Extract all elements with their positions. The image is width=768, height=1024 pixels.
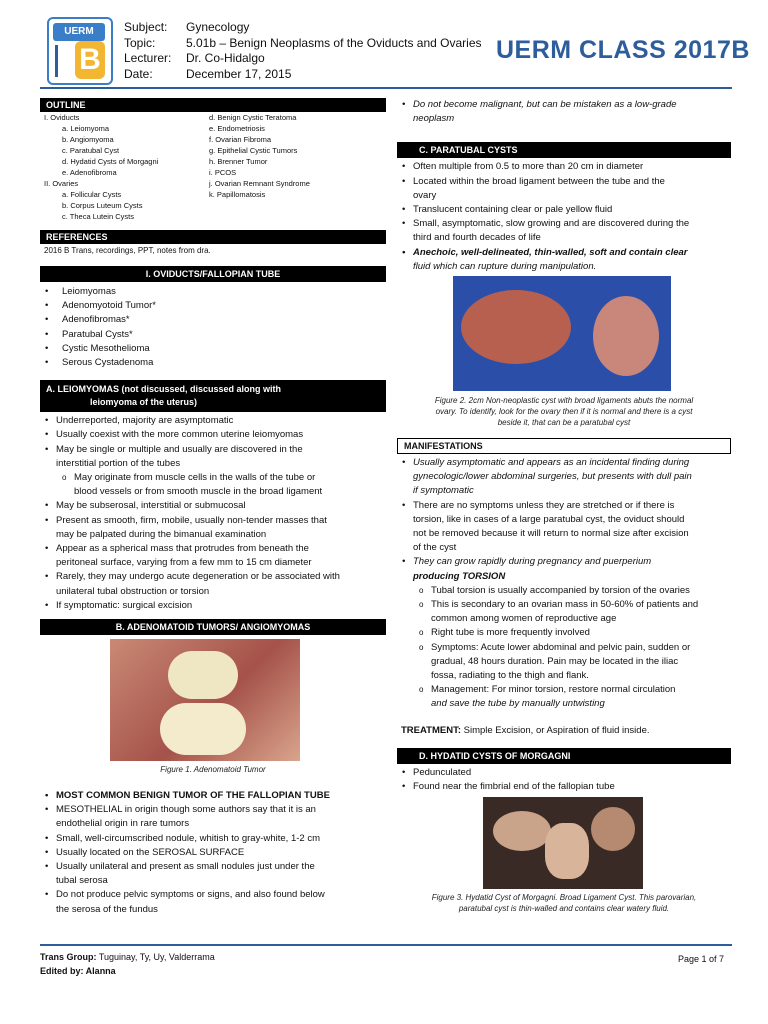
header-divider [40, 87, 732, 89]
list-item: • Present as smooth, firm, mobile, usually non-tender masses that [40, 514, 386, 528]
list-item: • If symptomatic: surgical excision [40, 599, 386, 613]
list-item: • Adenofibromas* [40, 313, 386, 327]
list-item-cont: gynecologic/lower abdominal surgeries, but presents with dull pain [413, 471, 692, 483]
outline-item: d. Benign Cystic Teratoma [209, 113, 297, 122]
list-item: o Right tube is more frequently involved [397, 626, 731, 640]
list-item: • Rarely, they may undergo acute degeneration or be associated with [40, 570, 386, 584]
list-item-cont: interstitial portion of the tubes [56, 457, 181, 469]
list-item-cont: may be palpated during the bimanual examination [56, 528, 267, 540]
outline-item: II. Ovaries [44, 179, 79, 188]
list-item-cont: fossa, radiating to the thigh and flank. [431, 670, 589, 682]
list-item: o Tubal torsion is usually accompanied by torsion of the ovaries [397, 584, 731, 598]
figure-3-caption: Figure 3. Hydatid Cyst of Morgagni. Broad Ligament Cyst. This parovarian, paratubal cyst is thin-walled and contains clear watery fluid. [431, 893, 697, 914]
outline-item: e. Endometriosis [209, 124, 265, 133]
list-item: • Appear as a spherical mass that protrudes from beneath the [40, 542, 386, 556]
tumor-shape [160, 703, 246, 755]
header-lecturer: Lecturer: Dr. Co-Hidalgo [124, 51, 265, 65]
list-item-cont: torsion, like in cases of a large paratubal cyst, the oviduct should [413, 513, 685, 525]
class-brand: UERM CLASS 2017B [496, 36, 750, 64]
footer-divider [40, 944, 732, 946]
trans-group: Trans Group: Tuguinay, Ty, Uy, Valderrama [40, 952, 215, 962]
page-number: Page 1 of 7 [677, 954, 724, 964]
adenomatoid-list [40, 789, 386, 917]
list-item: • Leiomyomas [40, 285, 386, 299]
paratubal-list [397, 160, 731, 274]
references-title: REFERENCES [40, 230, 386, 244]
cyst-shape [593, 296, 659, 376]
list-item-cont: common among women of reproductive age [431, 613, 617, 625]
list-item: o This is secondary to an ovarian mass in 50-60% of patients and [397, 598, 731, 612]
outline-item: c. Theca Lutein Cysts [62, 212, 134, 221]
list-item-cont: tubal serosa [56, 875, 108, 887]
outline-item: k. Papillomatosis [209, 190, 266, 199]
hydatid-list [397, 766, 731, 794]
section-hydatid-title: D. HYDATID CYSTS OF MORGAGNI [397, 748, 731, 764]
list-item-cont: ovary [413, 189, 437, 201]
logo-letter: B [75, 41, 105, 79]
list-item: o May originate from muscle cells in the walls of the tube or [40, 471, 386, 485]
list-item: o Symptoms: Acute lower abdominal and pelvic pain, sudden or [397, 641, 731, 655]
list-item-cont: and save the tube by manually untwisting [431, 698, 605, 710]
section-paratubal-title: C. PARATUBAL CYSTS [397, 142, 731, 158]
section-oviducts-title: I. OVIDUCTS/FALLOPIAN TUBE [40, 266, 386, 282]
outline-col-2 [209, 112, 310, 222]
figure-adenomatoid-tumor [110, 639, 300, 761]
figure-1-caption: Figure 1. Adenomatoid Tumor [160, 765, 266, 775]
outline-item: c. Paratubal Cyst [62, 146, 120, 155]
list-item: • Cystic Mesothelioma [40, 342, 386, 356]
outline-col-1 [44, 112, 209, 222]
outline-item: i. PCOS [209, 168, 237, 177]
outline-item: f. Ovarian Fibroma [209, 135, 272, 144]
list-item-cont: unilateral tubal obstruction or torsion [56, 585, 210, 597]
outline-item: b. Corpus Luteum Cysts [62, 201, 143, 210]
list-item: • Small, asymptomatic, slow growing and are discovered during the [397, 217, 731, 231]
uerm-logo [47, 17, 113, 85]
outline-item: b. Angiomyoma [62, 135, 114, 144]
logo-text: UERM [53, 23, 105, 41]
header-date: Date: December 17, 2015 [124, 66, 292, 81]
list-item: • Usually asymptomatic and appears as an incidental finding during [397, 456, 731, 470]
list-item-cont: producing TORSION [413, 570, 506, 582]
list-item: • Underreported, majority are asymptomatic [40, 414, 386, 428]
list-item: • MOST COMMON BENIGN TUMOR OF THE FALLOPIAN TUBE [40, 789, 386, 803]
left-column [40, 98, 386, 917]
list-item-cont: peritoneal surface, varying from a few mm to 15 cm diameter [56, 557, 312, 569]
manifestations-title: MANIFESTATIONS [397, 438, 731, 454]
list-item: • Often multiple from 0.5 to more than 20 cm in diameter [397, 160, 731, 174]
footer [40, 950, 215, 978]
treatment-line: TREATMENT: Simple Excision, or Aspiration of fluid inside. [401, 724, 650, 736]
list-item: • Located within the broad ligament between the tube and the [397, 175, 731, 189]
list-item-cont: gradual, 48 hours duration. Pain may be located in the iliac [431, 655, 679, 667]
list-item: • Found near the fimbrial end of the fallopian tube [397, 780, 731, 794]
list-item: • Translucent containing clear or pale yellow fluid [397, 203, 731, 217]
list-item: o Management: For minor torsion, restore normal circulation [397, 683, 731, 697]
cyst-shape [591, 807, 635, 851]
ovary-shape [461, 290, 571, 364]
list-item: • Serous Cystadenoma [40, 356, 386, 370]
list-item: • Usually coexist with the more common uterine leiomyomas [40, 428, 386, 442]
figure-hydatid-cyst [483, 797, 643, 889]
edited-by: Edited by: Alanna [40, 966, 116, 976]
list-item-cont: of the cyst [413, 542, 457, 554]
list-item: • Do not become malignant, but can be mistaken as a low-grade [397, 98, 731, 112]
list-item-cont: neoplasm [413, 113, 455, 125]
outline-item: a. Leiomyoma [62, 124, 110, 133]
outline-title: OUTLINE [40, 98, 386, 112]
list-item-cont: if symptomatic [413, 485, 474, 497]
course-header [124, 20, 482, 82]
malignancy-note [397, 98, 731, 126]
outline-list [40, 112, 386, 222]
right-column [397, 98, 731, 914]
outline-item: h. Brenner Tumor [209, 157, 268, 166]
header-topic: Topic: 5.01b – Benign Neoplasms of the Oviducts and Ovaries [124, 35, 482, 50]
oviduct-list [40, 285, 386, 370]
header-subject: Subject: Gynecology [124, 20, 250, 34]
section-adenomatoid-title: B. ADENOMATOID TUMORS/ ANGIOMYOMAS [40, 619, 386, 635]
list-item: • Paratubal Cysts* [40, 328, 386, 342]
section-leiomyomas-title: A. LEIOMYOMAS (not discussed, discussed along with leiomyoma of the uterus) [40, 380, 386, 412]
cyst-shape [493, 811, 551, 851]
list-item-cont: blood vessels or from smooth muscle in the broad ligament [74, 486, 323, 498]
list-item: • Pedunculated [397, 766, 731, 780]
figure-2-caption: Figure 2. 2cm Non-neoplastic cyst with broad ligaments abuts the normal ovary. To identify, look for the ovary then if it is normal and there is a cyst beside it, that can be a paratubal cyst [434, 396, 694, 428]
outline-item: e. Adenofibroma [62, 168, 117, 177]
list-item-cont: third and fourth decades of life [413, 232, 541, 244]
list-item-cont: fluid which can rupture during manipulation. [413, 260, 597, 272]
list-item: • MESOTHELIAL in origin though some authors say that it is an [40, 803, 386, 817]
outline-item: g. Epithelial Cystic Tumors [209, 146, 298, 155]
list-item: • Small, well-circumscribed nodule, whitish to gray-white, 1-2 cm [40, 832, 386, 846]
list-item: • Usually located on the SEROSAL SURFACE [40, 846, 386, 860]
outline-item: a. Follicular Cysts [62, 190, 122, 199]
list-item: • Adenomyotoid Tumor* [40, 299, 386, 313]
manifestations-list [397, 456, 731, 712]
list-item: • They can grow rapidly during pregnancy and puerperium [397, 555, 731, 569]
outline-item: I. Oviducts [44, 113, 80, 122]
list-item: • There are no symptoms unless they are stretched or if there is [397, 499, 731, 513]
list-item: • Do not produce pelvic symptoms or signs, and also found below [40, 888, 386, 902]
figure-paratubal-cyst [453, 276, 671, 391]
leiomyoma-list [40, 414, 386, 613]
list-item: • Usually unilateral and present as small nodules just under the [40, 860, 386, 874]
uterus-shape [545, 823, 589, 879]
list-item: • Anechoic, well-delineated, thin-walled, soft and contain clear [397, 246, 731, 260]
list-item: • May be single or multiple and usually are discovered in the [40, 443, 386, 457]
list-item: • May be subserosal, interstitial or submucosal [40, 499, 386, 513]
tumor-shape [168, 651, 238, 699]
outline-item: j. Ovarian Remnant Syndrome [209, 179, 310, 188]
references-text: 2016 B Trans, recordings, PPT, notes from dra. [44, 246, 211, 255]
outline-item: d. Hydatid Cysts of Morgagni [62, 157, 159, 166]
list-item-cont: not be removed because it will return to normal size after excision [413, 528, 689, 540]
list-item-cont: endothelial origin in rare tumors [56, 818, 190, 830]
list-item-cont: the serosa of the fundus [56, 903, 158, 915]
